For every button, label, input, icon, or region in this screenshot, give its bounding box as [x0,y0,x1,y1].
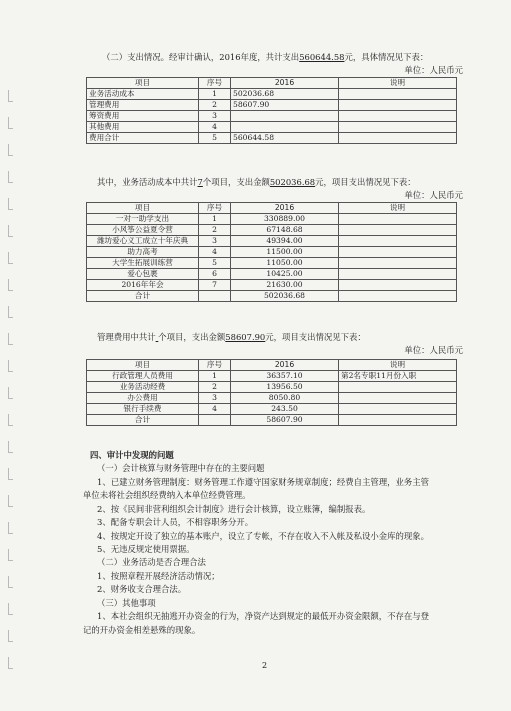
table-header-row: 项目 序号 2016 说明 [87,203,457,214]
management-cost-table [86,359,457,426]
paragraph-line: 单位未将社会组织经费纳入本单位经费管理。 [83,490,251,500]
table-row: 业务活动经费 2 13956.50 [87,382,457,393]
unit-label-2: 单位：人民币元 [404,190,463,200]
table-header-row: 项目 序号 2016 说明 [87,360,457,371]
expenditure-intro: （二）支出情况。经审计确认，2016年度，共计支出560644.58元，具体情况见下表： [102,52,429,62]
table-row: 爱心包裹 6 10425.00 [87,269,457,280]
col-header-item: 项目 [87,78,199,89]
unit-label-3: 单位：人民币元 [404,345,463,355]
management-intro: 管理费用中共计 个项目，支出金额58607.90元，项目支出情况见下表： [97,332,366,342]
subheading-accounting: （一）会计核算与财务管理中存在的主要问题 [97,463,265,473]
binding-margin [8,90,14,684]
table-row: 合计 502036.68 [87,291,457,302]
table-row: 其他费用 4 [87,122,457,133]
table-row: 一对一助学支出 1 330889.00 [87,214,457,225]
table-row: 潍坊爱心义工成立十年庆典 3 49394.00 [87,236,457,247]
table-row: 助力高考 4 11500.00 [87,247,457,258]
paragraph-line: 1、已建立财务管理制度：财务管理工作遵守国家财务规章制度；经费自主管理，业务主管 [97,477,429,487]
unit-label-1: 单位：人民币元 [404,65,463,75]
table-row: 办公费用 3 8050.80 [87,393,457,404]
table-row: 银行手续费 4 243.50 [87,404,457,415]
paragraph-line: 1、按照章程开展经济活动情况； [97,571,220,581]
paragraph-line: 2、按《民间非营利组织会计制度》进行会计核算，设立账簿，编制报表。 [97,504,371,514]
table-row: 大学生拓展训练营 5 11050.00 [87,258,457,269]
col-header-note: 说明 [339,78,457,89]
table-row: 小风筝公益夏令营 2 67148.68 [87,225,457,236]
table-row: 2016年年会 7 21630.00 [87,280,457,291]
subheading-other: （三）其他事项 [97,598,156,608]
paragraph-line: 记的开办资金相差悬殊的现象。 [83,625,201,635]
table-header-row [87,78,457,89]
paragraph-line: 5、无违反规定使用票据。 [97,544,195,554]
paragraph-line: 2、财务收支合理合法。 [97,584,187,594]
col-header-year: 2016 [231,78,339,89]
expenditure-table [86,77,457,144]
table-row: 费用合计 5 560644.58 [87,133,457,144]
business-intro: 其中，业务活动成本中共计7个项目，支出金额502036.68元，项目支出情况见下表： [97,177,416,187]
col-header-no: 序号 [199,78,231,89]
subheading-compliance: （二）业务活动是否合理合法 [97,557,206,567]
table-row: 业务活动成本 1 502036.68 [87,89,457,100]
section-heading: 四、审计中发现的问题 [90,450,174,460]
paragraph-line: 1、本社会组织无抽逃开办资金的行为，净资产达到规定的最低开办资金限额，不存在与登 [97,611,429,621]
paragraph-line: 4、按规定开设了独立的基本账户，设立了专帐，不存在收入不入帐及私设小金库的现象。 [97,531,429,541]
table-row: 筹资费用 3 [87,111,457,122]
business-cost-table [86,202,457,302]
table-row: 合计 58607.90 [87,415,457,426]
paragraph-line: 3、配备专职会计人员，不相容职务分开。 [97,517,254,527]
table-row: 行政管理人员费用 1 36357.10 第2名专职11月份入职 [87,371,457,382]
page-number: 2 [262,661,268,670]
table-row: 管理费用 2 58607.90 [87,100,457,111]
